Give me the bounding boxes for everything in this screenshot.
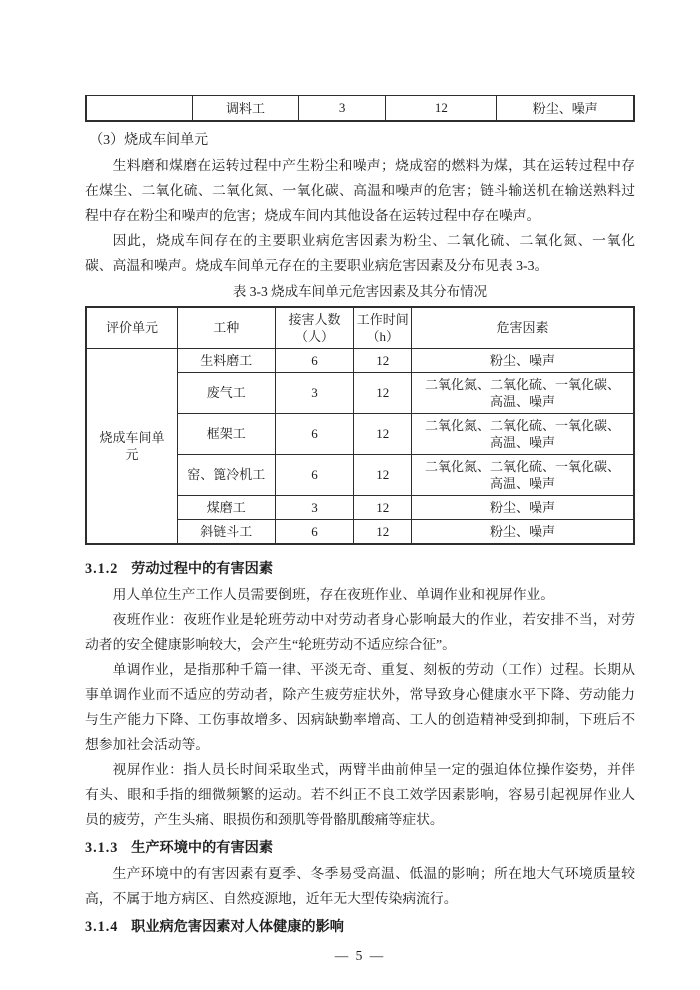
unit-cell — [86, 96, 192, 121]
page-number: — 5 — — [334, 947, 386, 963]
count-cell: 6 — [275, 348, 354, 372]
job-cell: 窑、篦冷机工 — [178, 454, 276, 495]
count-cell: 6 — [275, 413, 354, 454]
header-count — [275, 307, 354, 349]
count-cell: 3 — [275, 372, 354, 413]
hours-cell: 12 — [354, 372, 412, 413]
count-cell: 6 — [275, 519, 354, 544]
section-heading-3-1-3 — [85, 836, 635, 861]
hours-cell: 12 — [354, 348, 412, 372]
hazards-cell: 粉尘、噪声 — [411, 495, 634, 519]
header-hazards: 危害因素 — [411, 307, 634, 349]
paragraph-fired-1: 生料磨和煤磨在运转过程中产生粉尘和噪声；烧成窑的燃料为煤，其在运转过程中存在煤尘、二氧化硫、二氧化氮、一氧化碳、高温和噪声的危害；链斗输送机在输送熟料过程中存在粉尘和噪声的危害；烧成车间内其他设备在运转过程中存在噪声。 — [85, 157, 635, 223]
hours-cell: 12 — [354, 519, 412, 544]
count-cell: 3 — [275, 495, 354, 519]
paragraph-fired-2: 因此，烧成车间存在的主要职业病危害因素为粉尘、二氧化硫、二氧化氮、一氧化碳、高温和噪声。烧成车间单元存在的主要职业病危害因素及分布见表 3-3。 — [85, 232, 635, 273]
count-cell: 3 — [299, 96, 386, 121]
hours-cell: 12 — [386, 96, 497, 121]
header-count-line1: 接害人数 — [288, 311, 341, 327]
hazards-cell: 二氧化氮、二氧化硫、一氧化碳、高温、噪声 — [411, 413, 634, 454]
header-job: 工种 — [178, 307, 276, 349]
subsection-heading-fired-unit: （3）烧成车间单元 — [89, 132, 209, 148]
section-heading-3-1-2 — [85, 557, 635, 582]
section-number: 3.1.3 — [85, 839, 119, 856]
job-cell: 生料磨工 — [178, 348, 276, 372]
hours-cell: 12 — [354, 454, 412, 495]
table-row — [86, 348, 634, 372]
paragraph-313-1: 生产环境中的有害因素有夏季、冬季易受高温、低温的影响；所在地大气环境质量较高，不属于地方病区、自然疫源地，近年无大型传染病流行。 — [85, 865, 635, 906]
table-caption: 表 3-3 烧成车间单元危害因素及其分布情况 — [232, 283, 488, 299]
header-hours-line1: 工作时间 — [356, 311, 409, 327]
table-header-row — [86, 307, 634, 349]
count-cell: 6 — [275, 454, 354, 495]
job-cell: 煤磨工 — [178, 495, 276, 519]
section-number: 3.1.2 — [85, 560, 119, 577]
section-title: 劳动过程中的有害因素 — [131, 560, 274, 577]
job-cell: 废气工 — [178, 372, 276, 413]
hazards-cell: 二氧化氮、二氧化硫、一氧化碳、高温、噪声 — [411, 372, 634, 413]
header-count-line2: （人） — [294, 328, 334, 344]
header-hours-line2: （h） — [366, 328, 399, 344]
hazard-table — [85, 306, 635, 545]
hazards-cell: 二氧化氮、二氧化硫、一氧化碳、高温、噪声 — [411, 454, 634, 495]
hazards-cell: 粉尘、噪声 — [411, 348, 634, 372]
paragraph-312-1: 用人单位生产工作人员需要倒班，存在夜班作业、单调作业和视屏作业。 — [112, 586, 555, 602]
evaluation-unit-cell: 烧成车间单元 — [86, 348, 178, 544]
section-heading-3-1-4 — [85, 915, 635, 940]
hours-cell: 12 — [354, 413, 412, 454]
paragraph-312-4: 视屏作业：指人员长时间采取坐式，两臂半曲前伸呈一定的强迫体位操作姿势，并伴有头、眼和手指的细微频繁的运动。若不纠正不良工效学因素影响，容易引起视屏作业人员的疲劳，产生头痛、眼损伤和颈肌等骨骼肌酸痛等症状。 — [85, 761, 635, 827]
continued-table — [85, 95, 635, 122]
job-cell: 调料工 — [192, 96, 298, 121]
section-title: 职业病危害因素对人体健康的影响 — [131, 918, 344, 935]
header-unit: 评价单元 — [86, 307, 178, 349]
section-title: 生产环境中的有害因素 — [131, 839, 274, 856]
job-cell: 框架工 — [178, 413, 276, 454]
paragraph-312-3: 单调作业，是指那种千篇一律、平淡无奇、重复、刻板的劳动（工作）过程。长期从事单调作业而不适应的劳动者，除产生疲劳症状外，常导致身心健康水平下降、劳动能力与生产能力下降、工伤事故增多、因病缺勤率增高、工人的创造精神受到抑制，下班后不想参加社会活动等。 — [85, 661, 635, 752]
hazards-cell: 粉尘、噪声 — [497, 96, 634, 121]
section-number: 3.1.4 — [85, 918, 119, 935]
hazards-cell: 粉尘、噪声 — [411, 519, 634, 544]
job-cell: 斜链斗工 — [178, 519, 276, 544]
header-hours — [354, 307, 412, 349]
hours-cell: 12 — [354, 495, 412, 519]
paragraph-312-2: 夜班作业：夜班作业是轮班劳动中对劳动者身心影响最大的作业，若安排不当，对劳动者的安全健康影响较大，会产生“轮班劳动不适应综合征”。 — [85, 611, 635, 652]
table-row — [86, 96, 634, 121]
